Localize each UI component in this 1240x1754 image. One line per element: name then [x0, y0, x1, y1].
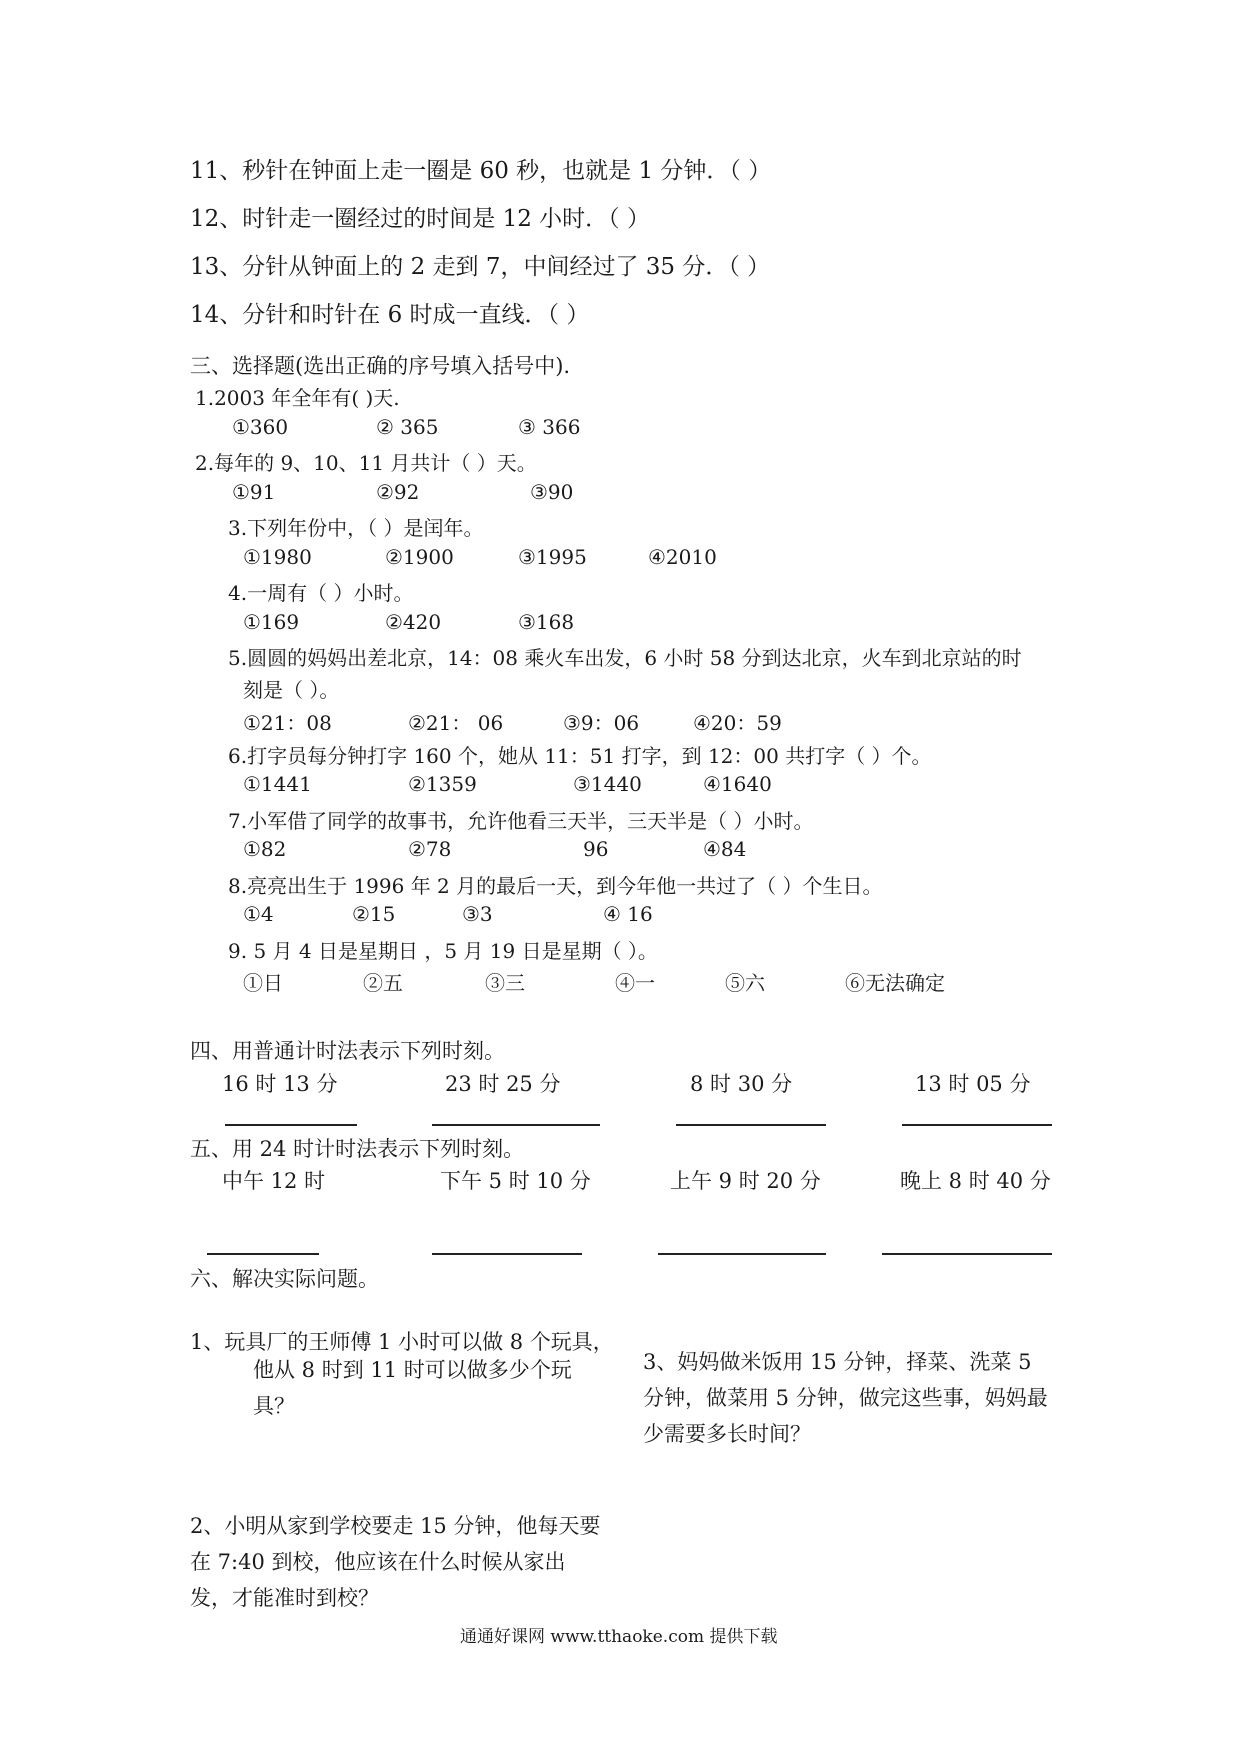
option: ④1640 — [703, 772, 772, 796]
option: ③ 366 — [518, 415, 581, 439]
answer-line[interactable] — [658, 1253, 826, 1255]
time-prompt: 13 时 05 分 — [915, 1072, 1031, 1096]
time-prompt: 中午 12 时 — [222, 1169, 326, 1193]
section3-heading: 三、选择题(选出正确的序号填入括号中). — [190, 354, 571, 378]
time-prompt: 下午 5 时 10 分 — [440, 1169, 591, 1193]
answer-line[interactable] — [902, 1124, 1052, 1126]
answer-line[interactable] — [207, 1253, 319, 1255]
time-prompt: 8 时 30 分 — [690, 1072, 793, 1096]
problem-2: 2、小明从家到学校要走 15 分钟，他每天要在 7:40 到校，他应该在什么时候从家出发，才能准时到校？ — [190, 1514, 601, 1610]
option: ①82 — [243, 837, 287, 861]
option: ②15 — [352, 902, 396, 926]
time-prompt: 16 时 13 分 — [222, 1072, 338, 1096]
question-4: 4.一周有（ ）小时。 — [228, 581, 414, 605]
question-6: 6.打字员每分钟打字 160 个，她从 11：51 打字，到 12：00 共打字（ ）个。 — [228, 744, 932, 768]
section5-heading: 五、用 24 时计时法表示下列时刻。 — [190, 1137, 525, 1161]
question-9: 9. 5 月 4 日是星期日 ，5 月 19 日是星期（ ）。 — [228, 939, 658, 963]
option: ② 365 — [376, 415, 439, 439]
option: ③168 — [518, 610, 575, 634]
option: ④84 — [703, 837, 747, 861]
option: ③1440 — [573, 772, 642, 796]
question-2: 2.每年的 9、10、11 月共计（ ）天。 — [195, 451, 537, 475]
option: ③1995 — [518, 545, 587, 569]
section6-heading: 六、解决实际问题。 — [190, 1267, 379, 1291]
tf-item-14: 14、分针和时针在 6 时成一直线．（ ） — [190, 302, 590, 328]
option: 96 — [583, 837, 609, 861]
question-5-continued: 刻是（ ）。 — [243, 678, 340, 702]
option: ③9：06 — [563, 711, 640, 735]
problem-1-rest: 他从 8 时到 11 时可以做多少个玩具？ — [253, 1358, 572, 1418]
option: ③三 — [485, 971, 525, 995]
time-prompt: 晚上 8 时 40 分 — [900, 1169, 1051, 1193]
option: ③90 — [530, 480, 574, 504]
problem-1-first-line: 1、玩具厂的王师傅 1 小时可以做 8 个玩具， — [190, 1330, 614, 1354]
tf-item-12: 12、时针走一圈经过的时间是 12 小时．（ ） — [190, 206, 650, 232]
option: ①日 — [243, 971, 283, 995]
answer-line[interactable] — [676, 1124, 826, 1126]
option: ②420 — [385, 610, 442, 634]
option: ②21： 06 — [408, 711, 504, 735]
answer-line[interactable] — [432, 1124, 600, 1126]
option: ③3 — [462, 902, 493, 926]
option: ⑥无法确定 — [845, 971, 945, 995]
option: ④20：59 — [693, 711, 782, 735]
section4-heading: 四、用普通计时法表示下列时刻。 — [190, 1039, 505, 1063]
problem-3: 3、妈妈做米饭用 15 分钟，择菜、洗菜 5 分钟，做菜用 5 分钟，做完这些事，妈妈最少需要多长时间？ — [643, 1350, 1048, 1446]
time-prompt: 上午 9 时 20 分 — [670, 1169, 821, 1193]
option: ①21：08 — [243, 711, 332, 735]
tf-item-13: 13、分针从钟面上的 2 走到 7，中间经过了 35 分．（ ） — [190, 254, 771, 280]
option: ④ 16 — [603, 902, 653, 926]
option: ①169 — [243, 610, 300, 634]
option: ②92 — [376, 480, 420, 504]
answer-line[interactable] — [432, 1253, 582, 1255]
option: ①360 — [232, 415, 289, 439]
question-5: 5.圆圆的妈妈出差北京，14：08 乘火车出发，6 小时 58 分到达北京，火车到北京站的时 — [228, 646, 1022, 670]
option: ②五 — [363, 971, 403, 995]
option: ①1441 — [243, 772, 312, 796]
answer-line[interactable] — [882, 1253, 1052, 1255]
option: ①91 — [232, 480, 276, 504]
option: ①4 — [243, 902, 274, 926]
question-7: 7.小军借了同学的故事书，允许他看三天半，三天半是（ ）小时。 — [228, 809, 814, 833]
option: ④2010 — [648, 545, 717, 569]
question-3: 3.下列年份中，（ ）是闰年。 — [228, 516, 484, 540]
time-prompt: 23 时 25 分 — [445, 1072, 561, 1096]
option: ②78 — [408, 837, 452, 861]
option: ①1980 — [243, 545, 312, 569]
option: ②1359 — [408, 772, 477, 796]
question-1: 1.2003 年全年有( )天. — [195, 386, 400, 410]
answer-line[interactable] — [225, 1124, 357, 1126]
question-8: 8.亮亮出生于 1996 年 2 月的最后一天，到今年他一共过了（ ）个生日。 — [228, 874, 883, 898]
tf-item-11: 11、秒针在钟面上走一圈是 60 秒，也就是 1 分钟．（ ） — [190, 158, 772, 184]
option: ④一 — [615, 971, 655, 995]
option: ⑤六 — [725, 971, 765, 995]
footer-text: 通通好课网 www.tthaoke.com 提供下载 — [460, 1627, 778, 1647]
option: ②1900 — [385, 545, 454, 569]
